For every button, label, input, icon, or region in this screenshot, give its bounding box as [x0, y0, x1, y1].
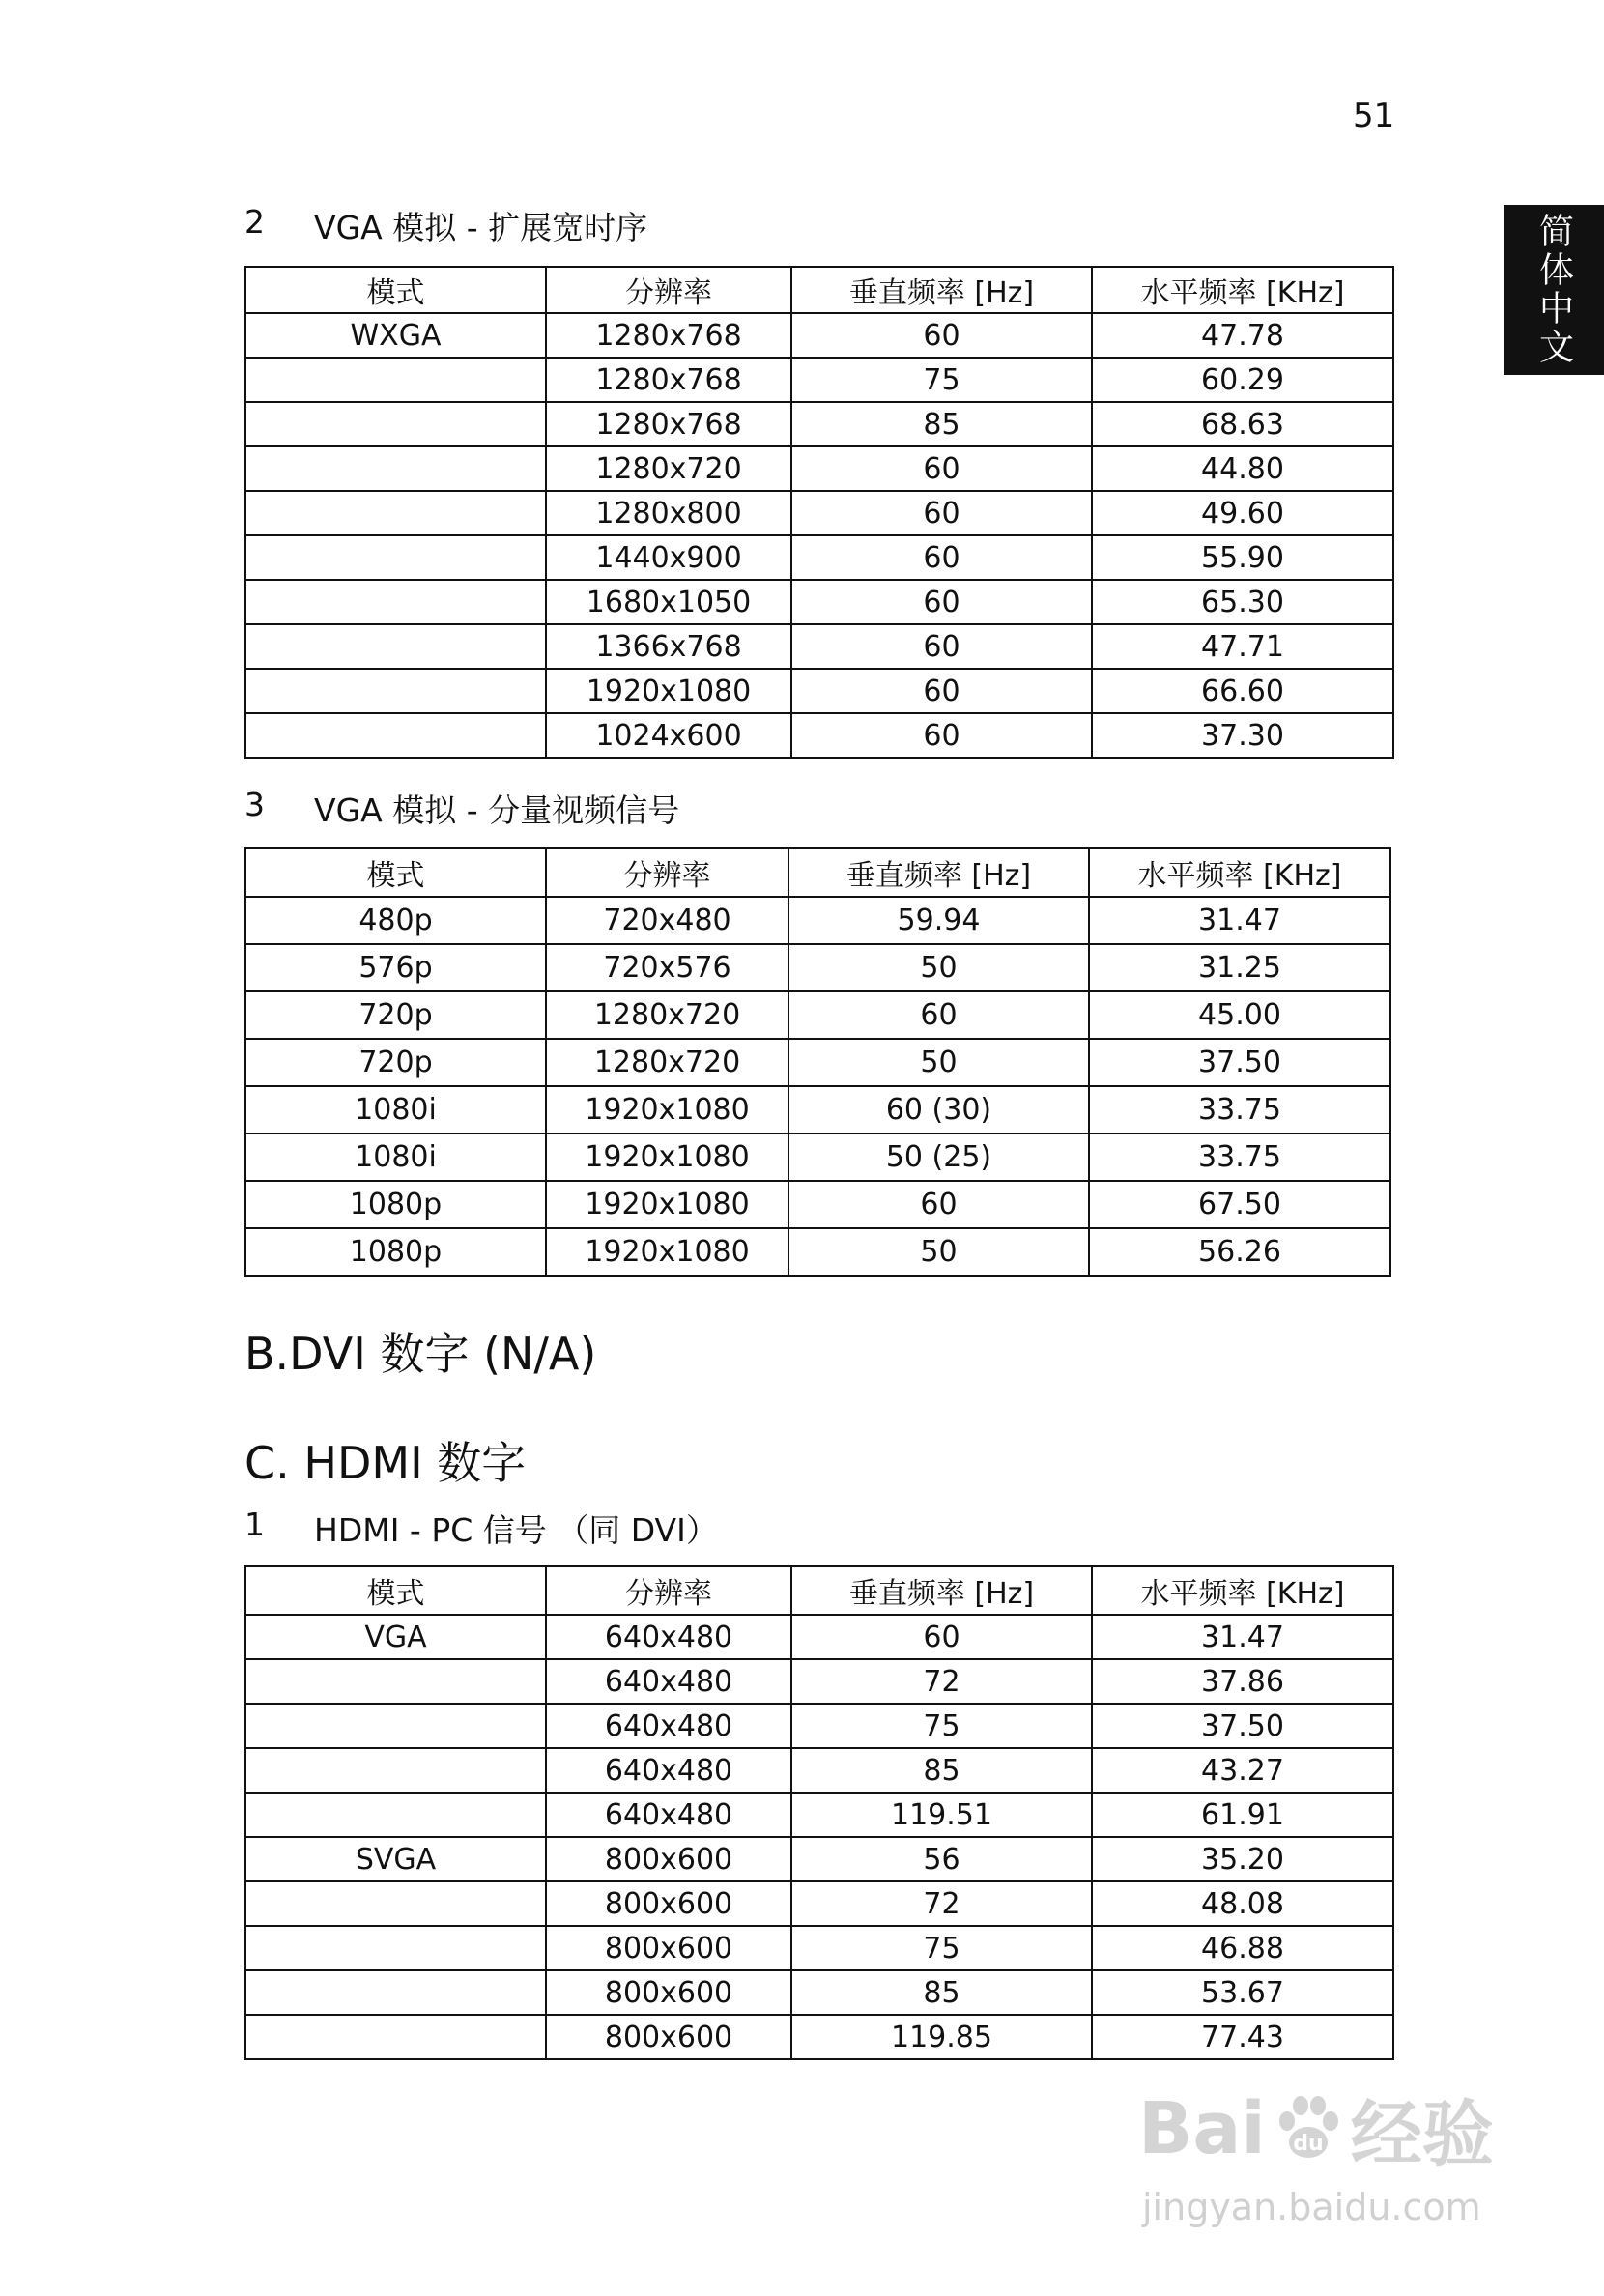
table-cell: 68.63 [1092, 402, 1393, 446]
baidu-watermark [1138, 2078, 1505, 2252]
table-cell: 72 [791, 1659, 1092, 1704]
table-row [245, 1704, 1393, 1748]
table-row [245, 669, 1393, 713]
table-cell [245, 624, 546, 669]
table-row [245, 624, 1393, 669]
table-cell: 45.00 [1089, 991, 1390, 1039]
page-number: 51 [1353, 97, 1395, 135]
table-header-row [245, 1566, 1393, 1615]
section-number: 2 [244, 203, 265, 241]
table-cell [245, 358, 546, 402]
table-cell: 85 [791, 1748, 1092, 1793]
column-header: 水平频率 [KHz] [1092, 1566, 1393, 1615]
table-cell: 640x480 [546, 1659, 791, 1704]
table-cell: 33.75 [1089, 1086, 1390, 1134]
table-cell: 119.85 [791, 2015, 1092, 2059]
table-cell: 1280x720 [546, 1039, 788, 1086]
column-header: 分辨率 [546, 1566, 791, 1615]
table-row [245, 1837, 1393, 1881]
table-cell: 1280x800 [546, 491, 791, 535]
table-cell: 47.78 [1092, 313, 1393, 358]
table-cell: 50 [788, 944, 1089, 991]
table-cell: 37.50 [1089, 1039, 1390, 1086]
vga-extended-table [244, 266, 1394, 759]
table-cell: 60 [791, 669, 1092, 713]
table-cell: 48.08 [1092, 1881, 1393, 1926]
table-cell [245, 1970, 546, 2015]
table-cell: 1440x900 [546, 535, 791, 580]
table-cell: 60.29 [1092, 358, 1393, 402]
table-cell: 720p [245, 1039, 546, 1086]
table-cell: 720x576 [546, 944, 788, 991]
section-title: VGA 模拟 - 扩展宽时序 [314, 209, 648, 246]
table-row [245, 402, 1393, 446]
table-cell [245, 2015, 546, 2059]
table-row [245, 1659, 1393, 1704]
table-cell [245, 1748, 546, 1793]
table-cell: 800x600 [546, 1881, 791, 1926]
table-cell: 60 [791, 624, 1092, 669]
table-cell: 85 [791, 402, 1092, 446]
hdmi-pc-table [244, 1565, 1394, 2060]
table-row [245, 446, 1393, 491]
table-cell: 35.20 [1092, 1837, 1393, 1881]
table-cell: 37.86 [1092, 1659, 1393, 1704]
table-cell: 800x600 [546, 1926, 791, 1970]
table-row [245, 358, 1393, 402]
table-row [245, 713, 1393, 758]
table-cell: 75 [791, 1704, 1092, 1748]
table-cell [245, 535, 546, 580]
column-header: 水平频率 [KHz] [1089, 848, 1390, 897]
table-cell: 800x600 [546, 1837, 791, 1881]
table-cell: 640x480 [546, 1748, 791, 1793]
column-header: 模式 [245, 267, 546, 313]
table-cell: 31.25 [1089, 944, 1390, 991]
table-cell: 60 [791, 446, 1092, 491]
table-row [245, 1926, 1393, 1970]
table-row [245, 313, 1393, 358]
column-header: 模式 [245, 848, 546, 897]
table-cell [245, 1926, 546, 1970]
language-tab-label: 简体中文 [1533, 213, 1574, 367]
table-row [245, 1039, 1390, 1086]
watermark-url: jingyan.baidu.com [1142, 2186, 1481, 2228]
table-cell: 53.67 [1092, 1970, 1393, 2015]
table-header-row [245, 848, 1390, 897]
table-cell: 67.50 [1089, 1181, 1390, 1228]
table-cell: 1920x1080 [546, 669, 791, 713]
table-row [245, 491, 1393, 535]
table-cell: 56.26 [1089, 1228, 1390, 1276]
table-cell: 1024x600 [546, 713, 791, 758]
column-header: 垂直频率 [Hz] [791, 1566, 1092, 1615]
table-cell [245, 1793, 546, 1837]
table-cell: 55.90 [1092, 535, 1393, 580]
table-cell: SVGA [245, 1837, 546, 1881]
table-cell: 77.43 [1092, 2015, 1393, 2059]
table-row [245, 1748, 1393, 1793]
table-cell: 66.60 [1092, 669, 1393, 713]
table-cell: 47.71 [1092, 624, 1393, 669]
table-row [245, 535, 1393, 580]
table-cell [245, 1881, 546, 1926]
table-cell: 60 [788, 1181, 1089, 1228]
table-cell: 31.47 [1089, 897, 1390, 944]
table-cell: 1920x1080 [546, 1228, 788, 1276]
table-cell: 44.80 [1092, 446, 1393, 491]
table-cell: 60 [791, 1615, 1092, 1659]
table-cell: VGA [245, 1615, 546, 1659]
table-cell: 1080p [245, 1181, 546, 1228]
table-row [245, 2015, 1393, 2059]
table-cell: 576p [245, 944, 546, 991]
column-header: 垂直频率 [Hz] [788, 848, 1089, 897]
table-row [245, 1181, 1390, 1228]
vga-component-heading [244, 786, 679, 831]
table-cell [245, 669, 546, 713]
table-row [245, 1793, 1393, 1837]
column-header: 水平频率 [KHz] [1092, 267, 1393, 313]
column-header: 分辨率 [546, 848, 788, 897]
table-cell: 800x600 [546, 1970, 791, 2015]
table-cell: 75 [791, 1926, 1092, 1970]
column-header: 垂直频率 [Hz] [791, 267, 1092, 313]
table-cell: 49.60 [1092, 491, 1393, 535]
table-cell [245, 491, 546, 535]
table-cell: 60 [788, 991, 1089, 1039]
section-number: 1 [244, 1506, 265, 1543]
table-cell: 1920x1080 [546, 1086, 788, 1134]
table-row [245, 1881, 1393, 1926]
table-row [245, 580, 1393, 624]
table-cell: 50 [788, 1228, 1089, 1276]
table-cell: 1280x768 [546, 313, 791, 358]
table-cell: 46.88 [1092, 1926, 1393, 1970]
table-row [245, 897, 1390, 944]
section-number: 3 [244, 786, 265, 823]
table-row [245, 1228, 1390, 1276]
table-cell [245, 402, 546, 446]
table-cell: 640x480 [546, 1615, 791, 1659]
table-row [245, 1086, 1390, 1134]
table-cell: 1280x720 [546, 991, 788, 1039]
table-cell: 1080p [245, 1228, 546, 1276]
table-header-row [245, 267, 1393, 313]
table-cell: 720x480 [546, 897, 788, 944]
table-cell: 1680x1050 [546, 580, 791, 624]
language-tab [1504, 205, 1604, 375]
table-cell: 60 [791, 580, 1092, 624]
table-cell: 37.30 [1092, 713, 1393, 758]
table-cell: 1366x768 [546, 624, 791, 669]
section-title: VGA 模拟 - 分量视频信号 [314, 791, 680, 829]
table-row [245, 1615, 1393, 1659]
logo-text-right: 经验 [1350, 2093, 1494, 2176]
hdmi-pc-heading [244, 1506, 718, 1551]
table-cell: 43.27 [1092, 1748, 1393, 1793]
table-cell: 1280x768 [546, 358, 791, 402]
column-header: 模式 [245, 1566, 546, 1615]
table-cell: 1920x1080 [546, 1181, 788, 1228]
table-cell [245, 580, 546, 624]
table-cell: 75 [791, 358, 1092, 402]
table-cell [245, 1659, 546, 1704]
table-row [245, 1134, 1390, 1181]
table-cell: 65.30 [1092, 580, 1393, 624]
vga-extended-heading [244, 203, 647, 248]
svg-text:du: du [1293, 2132, 1324, 2156]
column-header: 分辨率 [546, 267, 791, 313]
table-cell: 72 [791, 1881, 1092, 1926]
table-cell: 1080i [245, 1134, 546, 1181]
table-cell: 56 [791, 1837, 1092, 1881]
table-row [245, 991, 1390, 1039]
table-cell: 640x480 [546, 1793, 791, 1837]
table-cell: 480p [245, 897, 546, 944]
table-cell: 31.47 [1092, 1615, 1393, 1659]
table-cell: 60 [791, 713, 1092, 758]
table-cell: 119.51 [791, 1793, 1092, 1837]
table-cell: 60 [791, 491, 1092, 535]
table-row [245, 1970, 1393, 2015]
table-cell: 61.91 [1092, 1793, 1393, 1837]
hdmi-heading: C. HDMI 数字 [244, 1437, 527, 1489]
dvi-heading: B.DVI 数字 (N/A) [244, 1328, 597, 1380]
vga-component-table [244, 847, 1391, 1277]
table-cell: 720p [245, 991, 546, 1039]
table-cell: 59.94 [788, 897, 1089, 944]
table-cell: 1280x768 [546, 402, 791, 446]
paw-icon [1270, 2090, 1347, 2167]
table-cell [245, 713, 546, 758]
table-row [245, 944, 1390, 991]
table-cell: 85 [791, 1970, 1092, 2015]
table-cell: 33.75 [1089, 1134, 1390, 1181]
table-cell: 50 (25) [788, 1134, 1089, 1181]
table-cell [245, 1704, 546, 1748]
table-cell: 800x600 [546, 2015, 791, 2059]
table-cell: 640x480 [546, 1704, 791, 1748]
table-cell: 1920x1080 [546, 1134, 788, 1181]
table-cell: 60 [791, 313, 1092, 358]
table-cell: WXGA [245, 313, 546, 358]
baidu-logo [1138, 2078, 1505, 2180]
table-cell: 1080i [245, 1086, 546, 1134]
logo-text-left: Bai [1138, 2087, 1266, 2170]
table-cell: 1280x720 [546, 446, 791, 491]
table-cell: 37.50 [1092, 1704, 1393, 1748]
table-cell: 50 [788, 1039, 1089, 1086]
table-cell: 60 [791, 535, 1092, 580]
section-title: HDMI - PC 信号 （同 DVI） [314, 1511, 718, 1549]
table-cell: 60 (30) [788, 1086, 1089, 1134]
table-cell [245, 446, 546, 491]
